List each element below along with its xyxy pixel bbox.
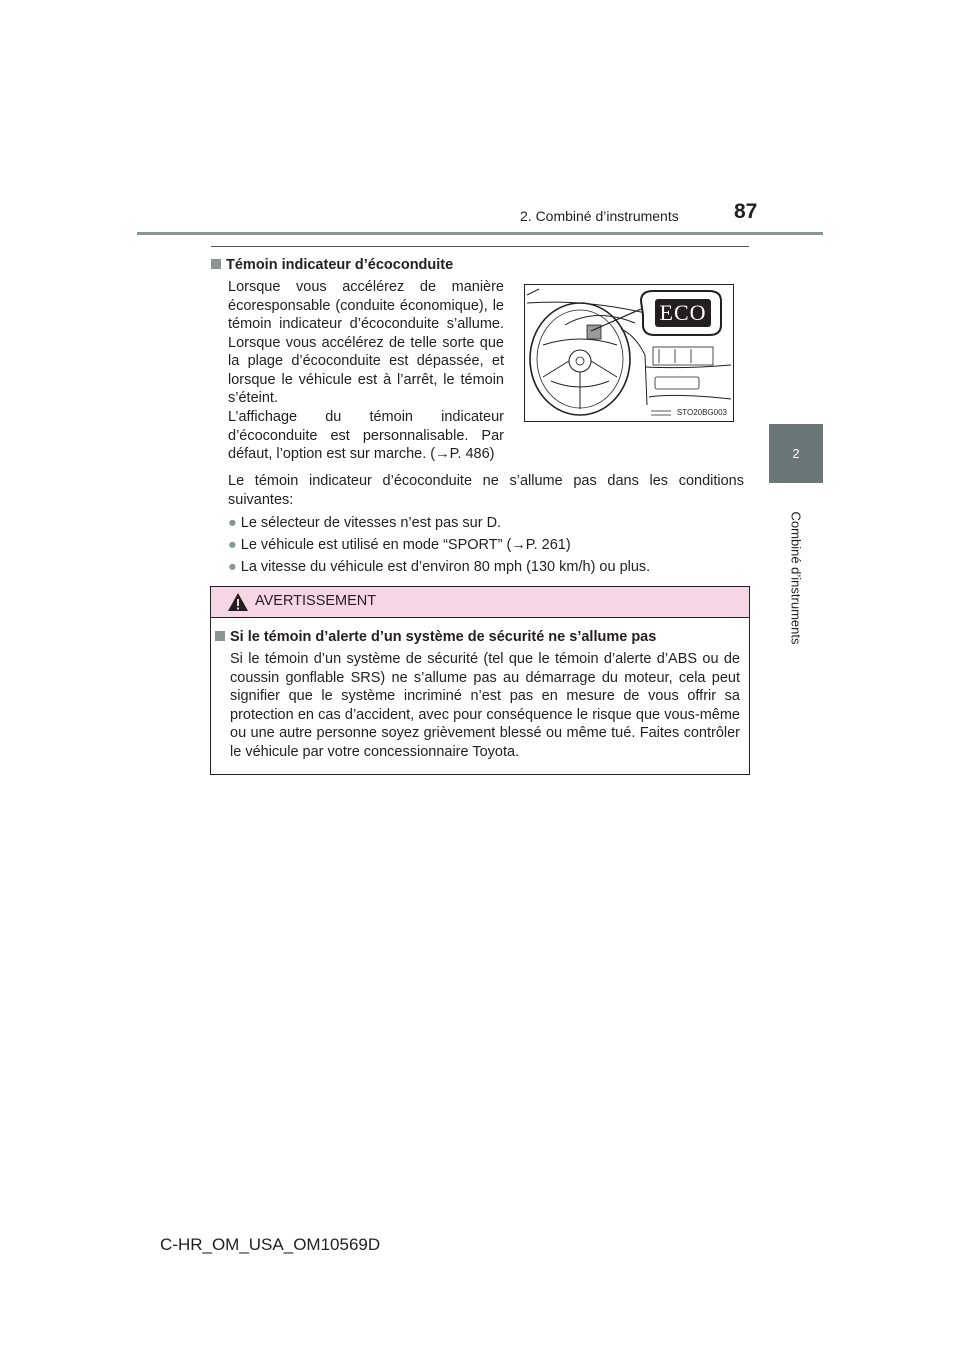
- warning-text: Si le témoin d’un système de sécurité (tel que le témoin d’alerte d’ABS ou de coussin gonflable SRS) ne s’allume pas au démarrage du moteur, cela peut signifier que le système incriminé n’est pas en mesure de vous offrir sa protection en cas d’accident, avec pour conséquence le risque que vous-même ou une autre personne soyez grièvement blessé ou même tué. Faites contrôler le véhicule par votre concessionnaire Toyota.: [230, 651, 740, 760]
- warning-title: AVERTISSEMENT: [255, 593, 377, 609]
- bullet-dot-icon: ●: [228, 515, 237, 531]
- section-rule: [211, 246, 749, 247]
- bullet-dot-icon: ●: [228, 559, 237, 575]
- square-bullet-icon: [215, 631, 225, 641]
- header-title: 2. Combiné d’instruments: [520, 208, 679, 224]
- side-tab-label-text: Combiné d’instruments: [788, 511, 804, 645]
- side-tab-number: 2: [769, 424, 823, 483]
- warning-subheading: [215, 629, 656, 645]
- side-tab-label: [769, 483, 823, 673]
- warning-triangle-icon: [227, 592, 249, 612]
- warning-box: [210, 586, 750, 775]
- bullet-text: Le véhicule est utilisé en mode “SPORT” (→P. 261): [240, 537, 571, 553]
- section-heading: [211, 257, 453, 273]
- header-rule: [137, 232, 823, 235]
- footer-doc-code: C-HR_OM_USA_OM10569D: [160, 1235, 381, 1254]
- paragraph-eco-behavior: Lorsque vous accélérez de manière écoresponsable (conduite économique), le témoin indicateur d’écoconduite s’allume. Lorsque vous accélérez de telle sorte que la plage d’écoconduite est dépassée, et lorsque le véhicule est à l’arrêt, le témoin s’éteint.: [228, 279, 504, 406]
- page-number: 87: [734, 200, 758, 223]
- bullet-item: [228, 515, 501, 531]
- warning-subheading-text: Si le témoin d’alerte d’un système de sécurité ne s’allume pas: [230, 629, 657, 645]
- paragraph-eco-conditions: Le témoin indicateur d’écoconduite ne s’allume pas dans les conditions suivantes:: [228, 473, 744, 508]
- square-bullet-icon: [211, 259, 221, 269]
- dashboard-illustration: [524, 284, 734, 422]
- bullet-item: [228, 537, 571, 553]
- bullet-text: La vitesse du véhicule est d’environ 80 mph (130 km/h) ou plus.: [240, 559, 651, 575]
- bullet-dot-icon: ●: [228, 537, 237, 553]
- paragraph-eco-customization: L’affichage du témoin indicateur d’écoconduite est personnalisable. Par défaut, l’option est sur marche. (→P. 486): [228, 409, 504, 462]
- bullet-item: [228, 559, 650, 575]
- warning-header: [211, 587, 749, 618]
- figure-code: STO20BG003: [676, 408, 727, 417]
- eco-indicator-label: ECO: [659, 300, 707, 325]
- bullet-text: Le sélecteur de vitesses n’est pas sur D.: [240, 515, 502, 531]
- section-heading-text: Témoin indicateur d’écoconduite: [226, 257, 454, 273]
